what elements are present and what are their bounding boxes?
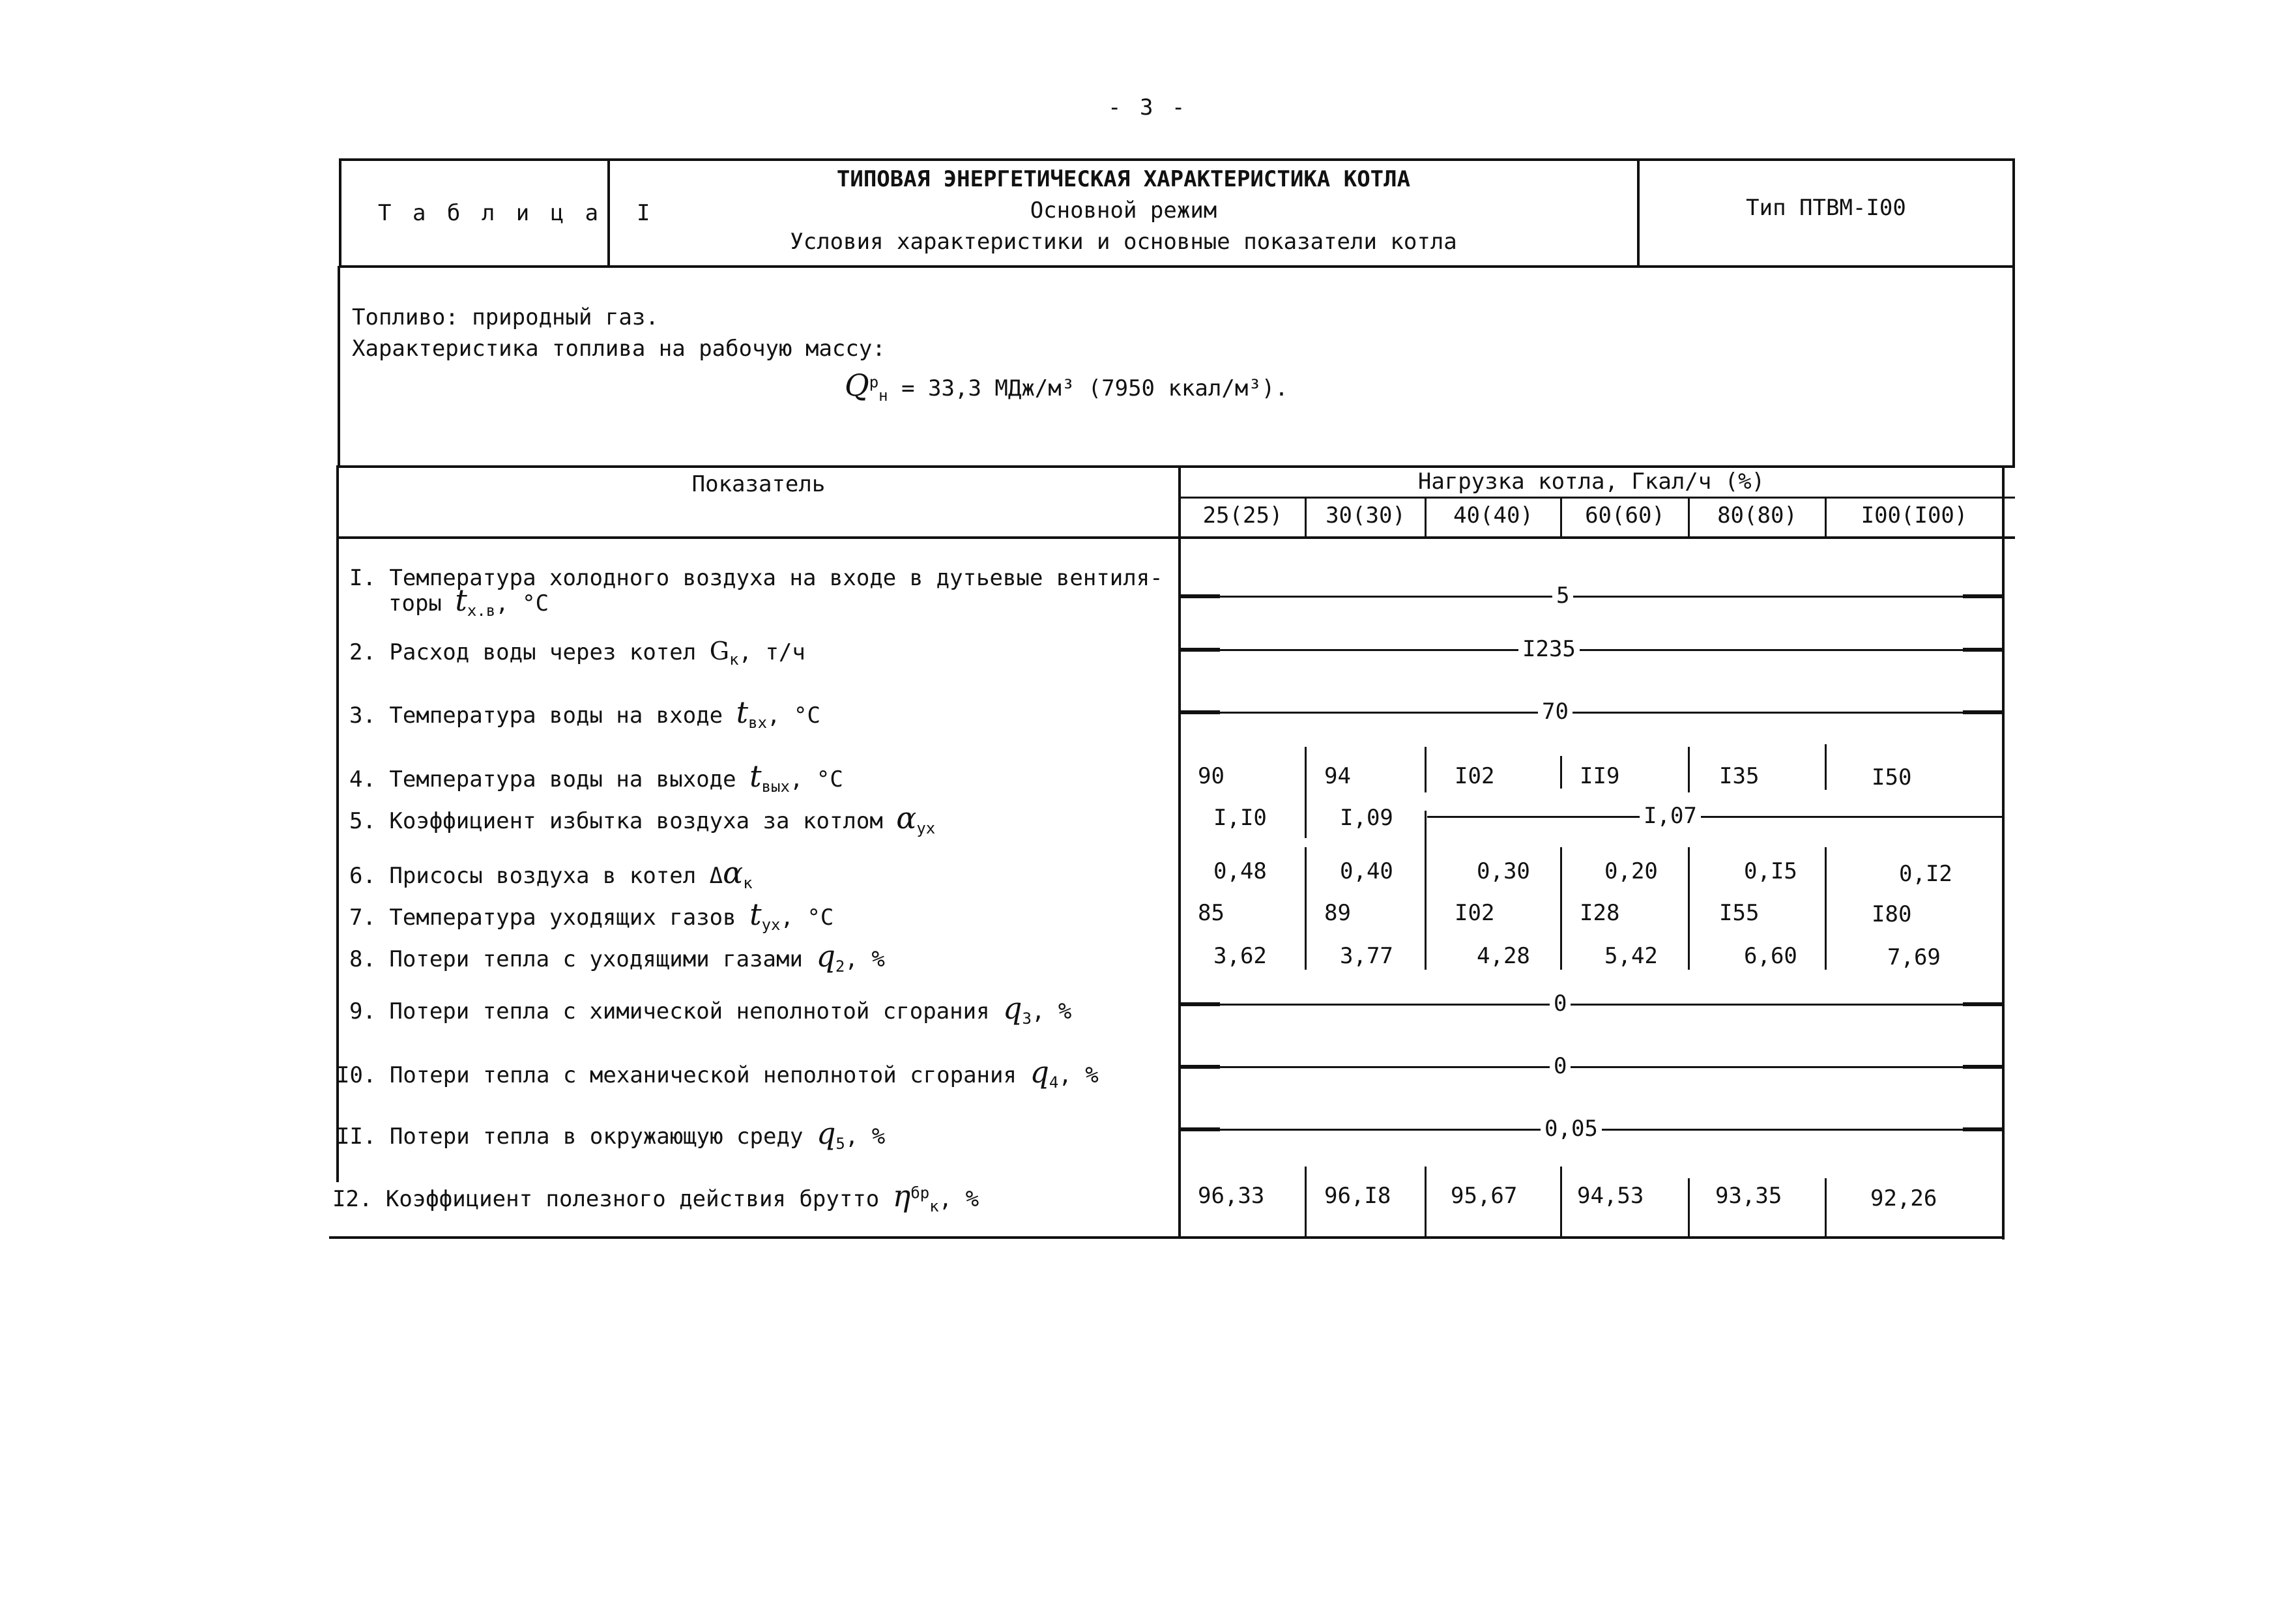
row-4-sub: вых xyxy=(761,777,790,796)
row-1-sub: х.в xyxy=(467,601,496,620)
row-2-symbol: G xyxy=(709,637,730,665)
load-col-6: I00(I00) xyxy=(1861,502,1968,529)
row-12-label xyxy=(332,1178,979,1215)
row-6-value-3: 0,30 xyxy=(1477,858,1530,884)
r4-sep-2 xyxy=(1425,747,1427,792)
load-col-5: 80(80) xyxy=(1717,502,1797,529)
row-5-span-line xyxy=(1427,816,2002,818)
row-4-value-5: I35 xyxy=(1719,763,1760,789)
table-subtitle-2: Условия характеристики и основные показатели котла xyxy=(790,229,1457,255)
table-subtitle: Основной режим xyxy=(1030,197,1217,224)
row-3-span-line xyxy=(1181,712,2002,714)
row-4-value-2: 94 xyxy=(1324,763,1351,789)
row-5-text: 5. Коэффициент избытка воздуха за котлом xyxy=(349,808,883,834)
row-2-sub: к xyxy=(729,650,739,669)
row-11-unit: , % xyxy=(845,1124,886,1150)
row-3-text: 3. Температура воды на входе xyxy=(349,703,723,729)
row-8-value-2: 3,77 xyxy=(1340,943,1393,969)
row-8-value-3: 4,28 xyxy=(1477,943,1530,969)
row-7-value-1: 85 xyxy=(1198,900,1225,926)
row-8-value-1: 3,62 xyxy=(1213,943,1267,969)
row-3-value: 70 xyxy=(1538,701,1573,723)
table-top-border xyxy=(338,465,2015,468)
row-2-arrow-left xyxy=(1181,648,1220,652)
row-5-label xyxy=(349,800,936,837)
row-5-span-value: I,07 xyxy=(1640,805,1701,827)
r6-sep-5 xyxy=(1825,847,1827,970)
fuel-line-1: Топливо: природный газ. xyxy=(352,304,659,330)
row-11-label xyxy=(336,1118,885,1152)
table-title: ТИПОВАЯ ЭНЕРГЕТИЧЕСКАЯ ХАРАКТЕРИСТИКА КОТЛА xyxy=(836,166,1411,192)
row-8-value-6: 7,69 xyxy=(1887,944,1941,970)
row-12-value-5: 93,35 xyxy=(1715,1183,1782,1209)
row-3-arrow-left xyxy=(1181,710,1220,714)
row-9-arrow-left xyxy=(1181,1002,1220,1006)
row-12-value-6: 92,26 xyxy=(1870,1185,1937,1211)
row-1-unit: , °С xyxy=(495,590,549,616)
boiler-type: Тип ПТВМ-I00 xyxy=(1746,195,1906,221)
row-10-text: I0. Потери тепла с механической неполнотой сгорания xyxy=(336,1062,1017,1088)
r4-sep-4 xyxy=(1688,747,1690,792)
row-10-value: 0 xyxy=(1550,1055,1571,1077)
row-12-sub: к xyxy=(929,1196,939,1215)
r6-sep-4 xyxy=(1688,847,1690,970)
row-10-unit: , % xyxy=(1058,1062,1099,1088)
row-1-arrow-left xyxy=(1181,594,1220,598)
row-10-span-line xyxy=(1181,1066,2002,1068)
row-9-value: 0 xyxy=(1550,993,1571,1015)
r6-sep-1 xyxy=(1305,847,1307,970)
table-bottom-border xyxy=(329,1236,2003,1239)
r5-sep-1 xyxy=(1305,792,1307,838)
r12-sep-4 xyxy=(1688,1178,1690,1237)
row-5-value-2: I,09 xyxy=(1340,805,1393,831)
row-10-arrow-left xyxy=(1181,1065,1220,1069)
row-4-unit: , °С xyxy=(789,766,843,792)
fuel-line-2: Характеристика топлива на рабочую массу: xyxy=(352,336,886,362)
heat-value-text: = 33,3 МДж/м³ (7950 ккал/м³). xyxy=(888,375,1288,401)
row-9-arrow-right xyxy=(1963,1002,2002,1006)
row-8-value-4: 5,42 xyxy=(1604,943,1658,969)
row-4-value-6: I50 xyxy=(1872,764,1912,790)
row-7-value-2: 89 xyxy=(1324,900,1351,926)
row-3-arrow-right xyxy=(1963,710,2002,714)
row-5-symbol: α xyxy=(896,800,917,835)
row-12-value-2: 96,I8 xyxy=(1324,1183,1391,1209)
row-10-sub: 4 xyxy=(1049,1073,1059,1092)
row-7-value-6: I80 xyxy=(1872,901,1912,927)
row-7-symbol: t xyxy=(749,897,762,932)
row-2-value: I235 xyxy=(1518,638,1580,660)
heat-value-sup: р xyxy=(869,373,879,392)
row-2-label xyxy=(349,639,805,667)
row-6-value-6: 0,I2 xyxy=(1899,861,1952,887)
row-8-label xyxy=(349,938,885,976)
row-6-text: 6. Присосы воздуха в котел Δ xyxy=(349,863,723,889)
row-4-symbol: t xyxy=(749,759,762,794)
row-7-value-3: I02 xyxy=(1455,900,1495,926)
header-bottom-border xyxy=(338,536,2015,539)
row-12-unit: , % xyxy=(938,1186,979,1212)
row-8-value-5: 6,60 xyxy=(1744,943,1797,969)
indicator-column-border xyxy=(1178,465,1181,1239)
load-col-1: 25(25) xyxy=(1202,502,1283,529)
row-6-symbol: α xyxy=(723,855,744,890)
row-6-value-2: 0,40 xyxy=(1340,858,1393,884)
row-4-text: 4. Температура воды на выходе xyxy=(349,766,736,792)
indicator-header: Показатель xyxy=(691,471,826,497)
row-1-value: 5 xyxy=(1552,585,1573,607)
row-7-value-5: I55 xyxy=(1719,900,1760,926)
r5-sep-2 xyxy=(1425,811,1427,850)
row-1-symbol: t xyxy=(455,583,467,618)
row-9-sub: 3 xyxy=(1022,1009,1032,1028)
page-number: - 3 - xyxy=(1108,94,1188,121)
row-10-label xyxy=(336,1054,1099,1092)
row-4-value-4: II9 xyxy=(1580,763,1620,789)
r6-sep-2 xyxy=(1425,847,1427,970)
row-4-value-3: I02 xyxy=(1455,763,1495,789)
r12-sep-5 xyxy=(1825,1178,1827,1237)
row-2-arrow-right xyxy=(1963,648,2002,652)
row-12-value-4: 94,53 xyxy=(1577,1183,1644,1209)
row-6-label xyxy=(349,855,753,892)
row-6-value-5: 0,I5 xyxy=(1744,858,1797,884)
row-12-value-3: 95,67 xyxy=(1451,1183,1518,1209)
row-11-arrow-left xyxy=(1181,1127,1220,1131)
row-8-symbol: q xyxy=(816,938,835,974)
row-12-value-1: 96,33 xyxy=(1198,1183,1265,1209)
row-7-text: 7. Температура уходящих газов xyxy=(349,905,736,931)
r12-sep-1 xyxy=(1305,1167,1307,1237)
row-11-arrow-right xyxy=(1963,1127,2002,1131)
fuel-formula xyxy=(845,370,1288,403)
load-col-2: 30(30) xyxy=(1326,502,1406,529)
row-8-text: 8. Потери тепла с уходящими газами xyxy=(349,946,803,972)
row-10-arrow-right xyxy=(1963,1065,2002,1069)
row-4-value-1: 90 xyxy=(1198,763,1225,789)
row-7-sub: ух xyxy=(761,915,781,934)
row-1-span-line xyxy=(1181,596,2002,598)
row-3-label xyxy=(349,697,820,731)
row-3-symbol: t xyxy=(736,695,749,730)
r4-sep-3 xyxy=(1560,756,1562,789)
row-12-sup: бр xyxy=(910,1183,930,1202)
table-right-border xyxy=(2002,465,2005,1240)
fuel-left-border xyxy=(338,266,340,468)
row-10-symbol: q xyxy=(1030,1054,1049,1090)
row-5-sub: ух xyxy=(916,819,936,837)
load-col-4: 60(60) xyxy=(1585,502,1665,529)
row-2-span-line xyxy=(1181,649,2002,651)
fuel-right-border xyxy=(2012,266,2015,468)
row-11-symbol: q xyxy=(816,1116,836,1151)
row-5-value-1: I,I0 xyxy=(1213,805,1267,831)
row-12-symbol: η xyxy=(892,1178,911,1213)
row-12-text: I2. Коэффициент полезного действия брутто xyxy=(332,1186,880,1212)
row-11-sub: 5 xyxy=(835,1134,845,1153)
r4-sep-1 xyxy=(1305,747,1307,792)
r4-sep-5 xyxy=(1825,744,1827,790)
row-9-unit: , % xyxy=(1031,998,1072,1024)
row-1-label-2 xyxy=(388,585,549,618)
row-4-label xyxy=(349,761,843,794)
row-7-value-4: I28 xyxy=(1580,900,1620,926)
r6-sep-3 xyxy=(1560,847,1562,970)
load-col-3: 40(40) xyxy=(1453,502,1533,529)
row-8-unit: , % xyxy=(845,946,885,972)
row-9-symbol: q xyxy=(1003,991,1022,1026)
row-9-text: 9. Потери тепла с химической неполнотой сгорания xyxy=(349,998,990,1024)
row-1-text: I. Температура холодного воздуха на входе в дутьевые вентиля- xyxy=(349,565,1163,591)
row-6-value-1: 0,48 xyxy=(1213,858,1267,884)
row-8-sub: 2 xyxy=(835,957,845,976)
row-3-sub: вх xyxy=(748,713,768,732)
row-2-unit: , т/ч xyxy=(738,639,805,665)
heat-value-sub: н xyxy=(878,386,888,405)
row-7-label xyxy=(349,899,833,933)
row-11-value: 0,05 xyxy=(1541,1118,1602,1140)
row-3-unit: , °С xyxy=(767,703,820,729)
r12-sep-2 xyxy=(1425,1167,1427,1237)
row-2-text: 2. Расход воды через котел xyxy=(349,639,697,665)
load-header: Нагрузка котла, Гкал/ч (%) xyxy=(1417,469,1765,495)
row-7-unit: , °С xyxy=(780,905,834,931)
row-6-sub: к xyxy=(743,873,753,892)
row-1-arrow-right xyxy=(1963,594,2002,598)
row-11-text: II. Потери тепла в окружающую среду xyxy=(336,1124,804,1150)
table-label: Т а б л и ц а I xyxy=(378,200,654,226)
row-1-text-2: торы xyxy=(388,590,442,616)
r12-sep-3 xyxy=(1560,1167,1562,1237)
row-6-value-4: 0,20 xyxy=(1604,858,1658,884)
row-9-label xyxy=(349,993,1071,1026)
row-9-span-line xyxy=(1181,1004,2002,1006)
heat-value-symbol: Q xyxy=(845,368,869,403)
